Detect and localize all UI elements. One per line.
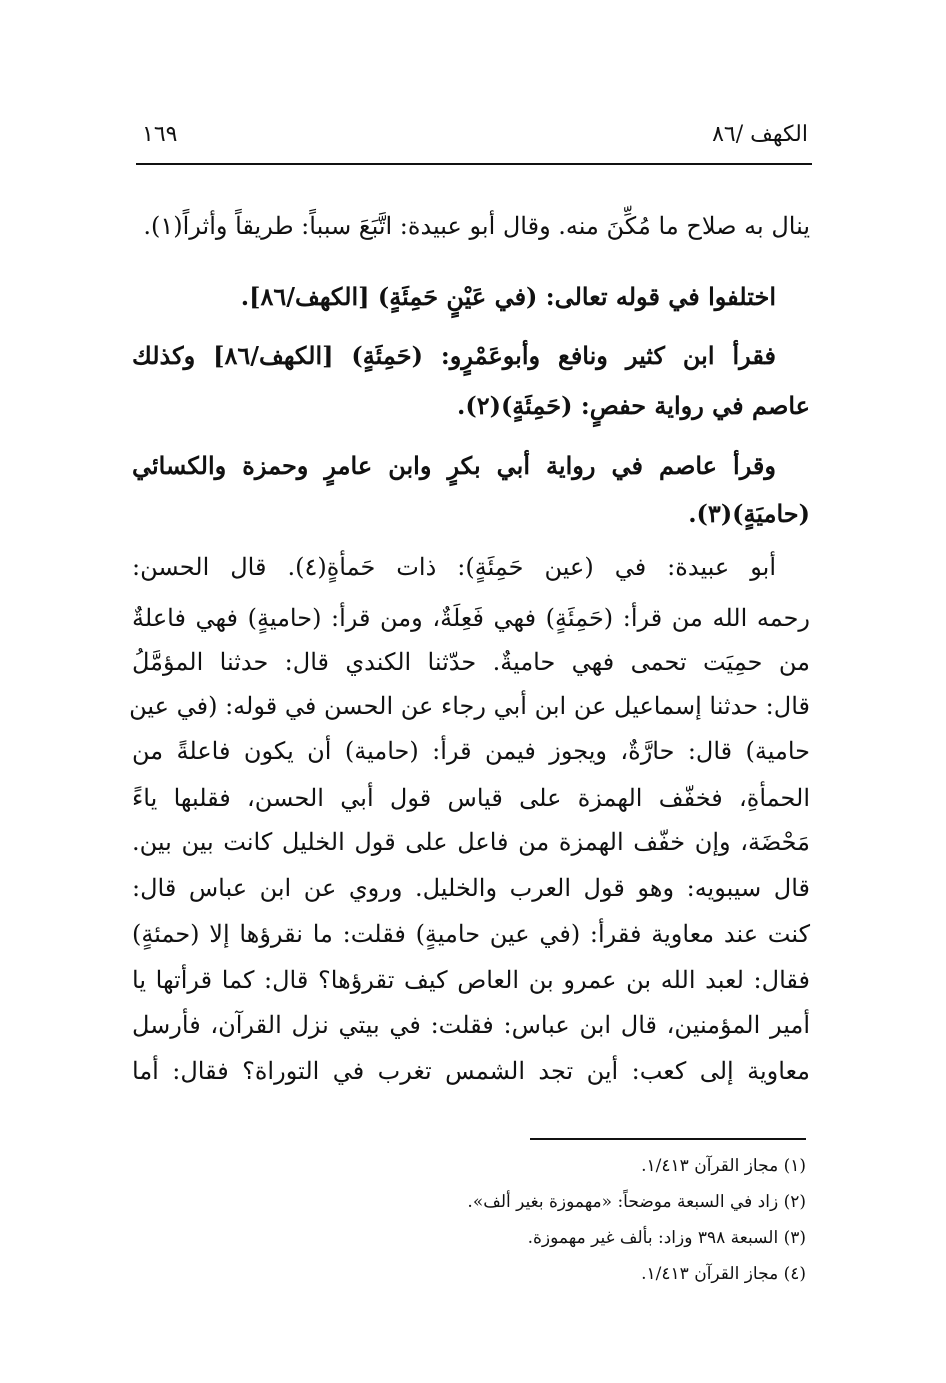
body-line: حامية) قال: حارَّةٌ، ويجوز فيمن قرأ: (حامية) أن يكون فاعلةً من	[132, 737, 810, 765]
body-line: مَحْضَة، وإن خفّف الهمزة من فاعل على قول الخليل كانت بين بين.	[132, 828, 810, 856]
body-line: رحمه الله من قرأ: (حَمِئَةٍ) فهي فَعِلَةٌ، ومن قرأ: (حاميةٍ) فهي فاعلةٌ	[132, 604, 810, 632]
body-line: الحمأةِ، فخفّف الهمزة على قياس قول أبي الحسن، فقلبها ياءً	[132, 784, 810, 812]
body-line: قال: حدثنا إسماعيل عن ابن أبي رجاء عن الحسن في قوله: (في عين	[129, 692, 810, 720]
body-line: كنت عند معاوية فقرأ: (في عين حاميةٍ) فقلت: ما نقرؤها إلا (حمئةٍ)	[132, 920, 810, 948]
bold-line-1: اختلفوا في قوله تعالى: (في عَيْنٍ حَمِئَةٍ) [الكهف/٨٦].	[240, 282, 776, 311]
body-line: قال سيبويه: وهو قول العرب والخليل. وروي عن ابن عباس قال:	[132, 874, 810, 902]
footnote-1: (١) مجاز القرآن ١/٤١٣.	[641, 1156, 806, 1176]
running-header-surah: الكهف /٨٦	[712, 122, 808, 147]
bold-line-5: (حاميَةٍ)(٣).	[688, 499, 810, 528]
body-line: أمير المؤمنين، قال ابن عباس: فقلت: في بيتي نزل القرآن، فأرسل	[132, 1011, 810, 1039]
footnote-2: (٢) زاد في السبعة موضحاً: «مهموزة بغير ألف».	[467, 1192, 806, 1212]
footnote-3: (٣) السبعة ٣٩٨ وزاد: بألف غير مهموزة.	[527, 1228, 806, 1248]
body-line: من حمِيَت تحمى فهي حاميةٌ. حدّثنا الكندي قال: حدثنا المؤمَّلُ	[132, 648, 810, 676]
footnote-4: (٤) مجاز القرآن ١/٤١٣.	[641, 1264, 806, 1284]
page-number: ١٦٩	[142, 122, 178, 147]
bold-line-3: عاصم في رواية حفصٍ: (حَمِئَةٍ)(٢).	[456, 391, 810, 420]
footnote-divider	[530, 1138, 806, 1140]
bold-line-2: فقرأ ابن كثير ونافع وأبوعَمْرٍو: (حَمِئَةٍ) [الكهف/٨٦] وكذلك	[132, 341, 776, 370]
body-line: معاوية إلى كعب: أين تجد الشمس تغرب في التوراة؟ فقال: أما	[132, 1057, 810, 1085]
bold-line-4: وقرأ عاصم في رواية أبي بكرٍ وابن عامرٍ وحمزة والكسائي	[132, 451, 776, 480]
body-line: أبو عبيدة: في (عين حَمِئَةٍ): ذات حَمأةٍ(٤). قال الحسن:	[132, 553, 776, 581]
header-divider	[136, 163, 812, 165]
body-line: فقال: لعبد الله بن عمرو بن العاص كيف تقرؤها؟ قال: كما قرأتها يا	[132, 966, 810, 994]
paragraph-intro: ينال به صلاح ما مُكِّنَ منه. وقال أبو عبيدة: اتَّبَعَ سبباً: طريقاً وأثراً(١).	[143, 212, 810, 240]
